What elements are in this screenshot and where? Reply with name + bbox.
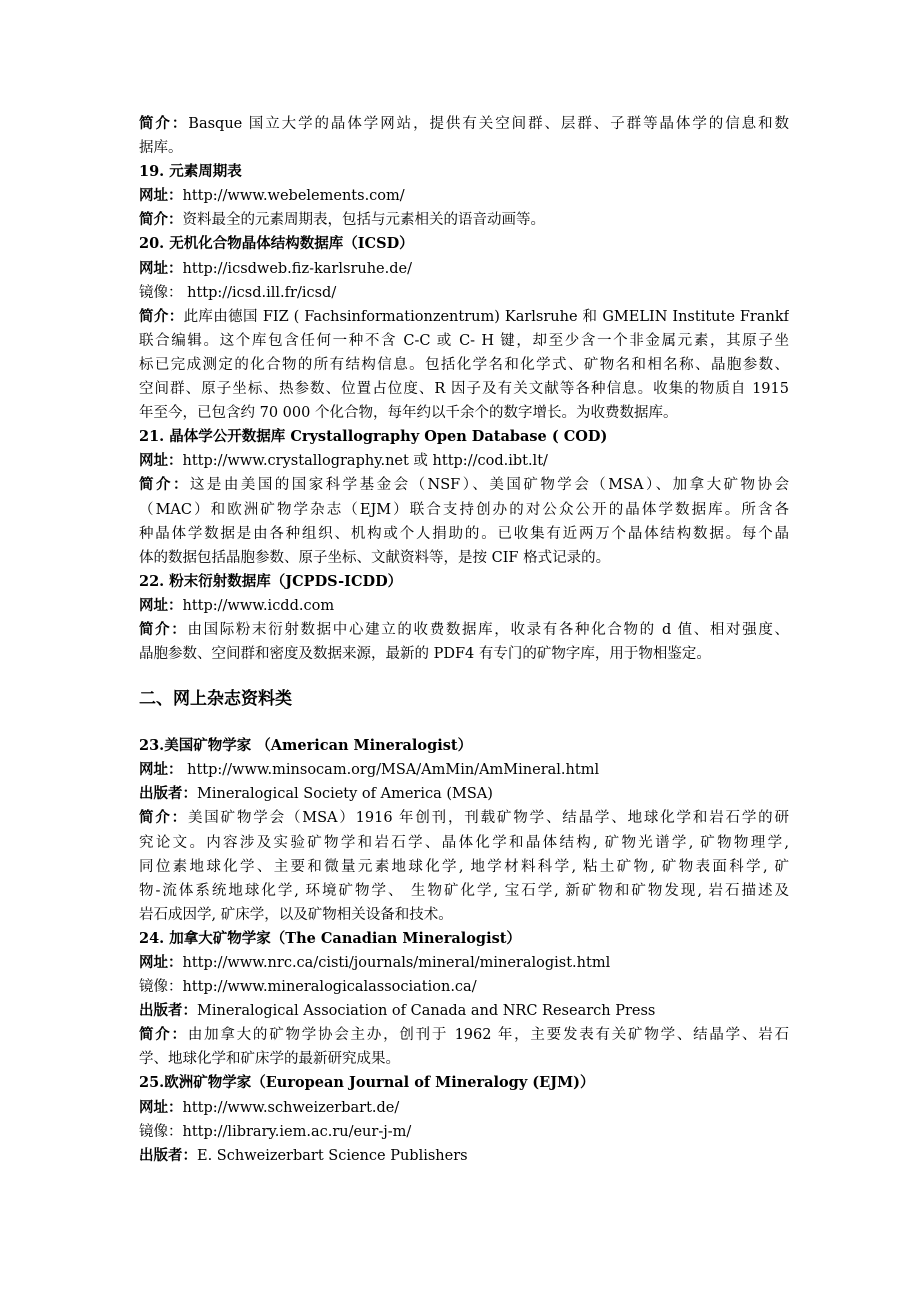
text-line <box>139 305 789 329</box>
field-text: 镜像： http://icsd.ill.fr/icsd/ <box>139 284 337 301</box>
field-text: 种晶体学数据是由各种组织、机构或个人捐助的。已收集有近两万个晶体结构数据。每个晶 <box>139 525 789 542</box>
text-line <box>139 329 789 353</box>
field-text: 这是由美国的国家科学基金会（NSF）、美国矿物学会（MSA）、加拿大矿物协会 <box>189 477 789 494</box>
text-line <box>139 257 789 281</box>
text-line <box>139 232 789 256</box>
text-line <box>139 401 789 425</box>
text-line <box>139 1047 789 1071</box>
field-text: http://www.minsocam.org/MSA/AmMin/AmMineral.html <box>182 762 600 779</box>
field-text: 学、地球化学和矿床学的最新研究成果。 <box>139 1051 400 1068</box>
text-line <box>139 1023 789 1047</box>
text-line <box>139 208 789 232</box>
text-line <box>139 758 789 782</box>
text-line <box>139 879 789 903</box>
field-text: 镜像：http://library.iem.ac.ru/eur-j-m/ <box>139 1123 412 1140</box>
text-line <box>139 353 789 377</box>
field-label: 简介： <box>139 211 183 229</box>
field-text: 年至今，已包含约 70 000 个化合物，每年约以千余个的数字增长。为收费数据库。 <box>139 405 678 422</box>
text-line <box>139 425 789 449</box>
field-label: 网址： <box>139 761 183 779</box>
field-text: 同位素地球化学、主要和微量元素地球化学, 地学材料科学, 粘土矿物, 矿物表面科学, 矿 <box>139 858 789 875</box>
text-line <box>139 377 789 401</box>
field-text: Mineralogical Association of Canada and NRC Research Press <box>197 1003 656 1020</box>
field-label: 简介： <box>139 620 188 638</box>
entry-heading: 19. 元素周期表 <box>139 163 242 181</box>
field-text: 联合编辑。这个库包含任何一种不含 C-C 或 C- H 键，却至少含一个非金属元素，其原子坐 <box>139 332 789 349</box>
section-heading: 二、网上杂志资料类 <box>139 689 292 710</box>
text-line <box>139 136 789 160</box>
field-text: 据库。 <box>139 140 183 157</box>
text-line <box>139 1144 789 1168</box>
field-text: （MAC）和欧洲矿物学杂志（EJM）联合支持创办的对公众公开的晶体学数据库。所含各 <box>139 501 789 518</box>
text-line <box>139 594 789 618</box>
text-line <box>139 734 789 758</box>
field-text: 由加拿大的矿物学协会主办，创刊于 1962 年，主要发表有关矿物学、结晶学、岩石 <box>187 1027 789 1044</box>
text-line <box>139 831 789 855</box>
field-text: http://www.icdd.com <box>182 597 335 614</box>
entry-heading: 23.美国矿物学家 （American Mineralogist） <box>139 737 473 755</box>
text-line <box>139 570 789 594</box>
field-label: 简介： <box>139 1026 188 1044</box>
field-text: 资料最全的元素周期表，包括与元素相关的语音动画等。 <box>182 212 545 229</box>
text-block-journals <box>139 734 789 1168</box>
text-line <box>139 1071 789 1095</box>
field-text: 晶胞参数、空间群和密度及数据来源，最新的 PDF4 有专门的矿物字库，用于物相鉴定。 <box>139 646 711 663</box>
field-text: 美国矿物学会（MSA）1916 年创刊，刊载矿物学、结晶学、地球化学和岩石学的研 <box>187 810 789 827</box>
field-label: 简介： <box>139 809 188 827</box>
text-line <box>139 975 789 999</box>
text-line <box>139 112 789 136</box>
field-text: 体的数据包括晶胞参数、原子坐标、文献资料等，是按 CIF 格式记录的。 <box>139 549 611 566</box>
text-line <box>139 618 789 642</box>
field-label: 出版者： <box>139 1002 197 1020</box>
text-line <box>139 546 789 570</box>
text-line <box>139 522 789 546</box>
field-label: 网址： <box>139 596 183 614</box>
field-text: Basque 国立大学的晶体学网站，提供有关空间群、层群、子群等晶体学的信息和数 <box>188 116 789 132</box>
field-label: 简介： <box>139 115 189 132</box>
field-label: 简介： <box>139 476 190 494</box>
text-line <box>139 806 789 830</box>
field-label: 网址： <box>139 954 183 971</box>
text-line <box>139 951 789 975</box>
entry-heading: 24. 加拿大矿物学家（The Canadian Mineralogist） <box>139 929 521 947</box>
text-line <box>139 999 789 1023</box>
text-line <box>139 782 789 806</box>
text-line <box>139 449 789 473</box>
text-line <box>139 642 789 666</box>
field-label: 网址： <box>139 187 183 205</box>
field-label: 网址： <box>139 259 183 277</box>
text-line <box>139 498 789 522</box>
field-text: 岩石成因学, 矿床学，以及矿物相关设备和技术。 <box>139 906 453 923</box>
field-label: 出版者： <box>139 785 197 803</box>
field-label: 网址： <box>139 452 183 470</box>
text-line <box>139 927 789 951</box>
field-text: E. Schweizerbart Science Publishers <box>197 1147 468 1164</box>
field-text: 由国际粉末衍射数据中心建立的收费数据库，收录有各种化合物的 d 值、相对强度、 <box>187 621 789 638</box>
field-text: http://www.schweizerbart.de/ <box>182 1099 400 1116</box>
text-line <box>139 160 789 184</box>
field-text: 镜像：http://www.mineralogicalassociation.ca/ <box>139 979 477 996</box>
field-text: http://www.nrc.ca/cisti/journals/mineral/mineralogist.html <box>182 955 611 971</box>
field-text: 此库由德国 FIZ ( Fachsinformationzentrum) Karlsruhe 和 GMELIN Institute Frankf <box>183 308 789 325</box>
text-line <box>139 473 789 497</box>
text-line <box>139 903 789 927</box>
text-line <box>139 1120 789 1144</box>
text-block-databases <box>139 112 789 666</box>
text-line <box>139 184 789 208</box>
entry-heading: 25.欧洲矿物学家（European Journal of Mineralogy (EJM)） <box>139 1074 595 1092</box>
text-line <box>139 1096 789 1120</box>
field-label: 简介： <box>139 307 184 325</box>
field-label: 网址： <box>139 1098 183 1116</box>
text-line <box>139 281 789 305</box>
document-page <box>139 112 789 1168</box>
field-text: http://www.crystallography.net 或 http://cod.ibt.lt/ <box>182 453 548 470</box>
field-label: 出版者： <box>139 1146 197 1164</box>
entry-heading: 22. 粉末衍射数据库（JCPDS-ICDD） <box>139 572 403 590</box>
entry-heading: 20. 无机化合物晶体结构数据库（ICSD） <box>139 235 414 253</box>
field-text: Mineralogical Society of America (MSA) <box>197 786 493 803</box>
field-text: http://www.webelements.com/ <box>182 188 405 205</box>
field-text: 物-流体系统地球化学, 环境矿物学、 生物矿化学, 宝石学, 新矿物和矿物发现, 岩石描述及 <box>139 882 789 899</box>
field-text: 究论文。内容涉及实验矿物学和岩石学、晶体化学和晶体结构, 矿物光谱学, 矿物物理学, <box>139 834 789 851</box>
field-text: 空间群、原子坐标、热参数、位置占位度、R 因子及有关文献等各种信息。收集的物质自 1915 <box>139 381 789 398</box>
field-text: 标已完成测定的化合物的所有结构信息。包括化学名和化学式、矿物名和相名称、晶胞参数、 <box>139 356 789 373</box>
field-text: http://icsdweb.fiz-karlsruhe.de/ <box>182 260 412 277</box>
text-line <box>139 855 789 879</box>
entry-heading: 21. 晶体学公开数据库 Crystallography Open Database ( COD) <box>139 428 608 446</box>
